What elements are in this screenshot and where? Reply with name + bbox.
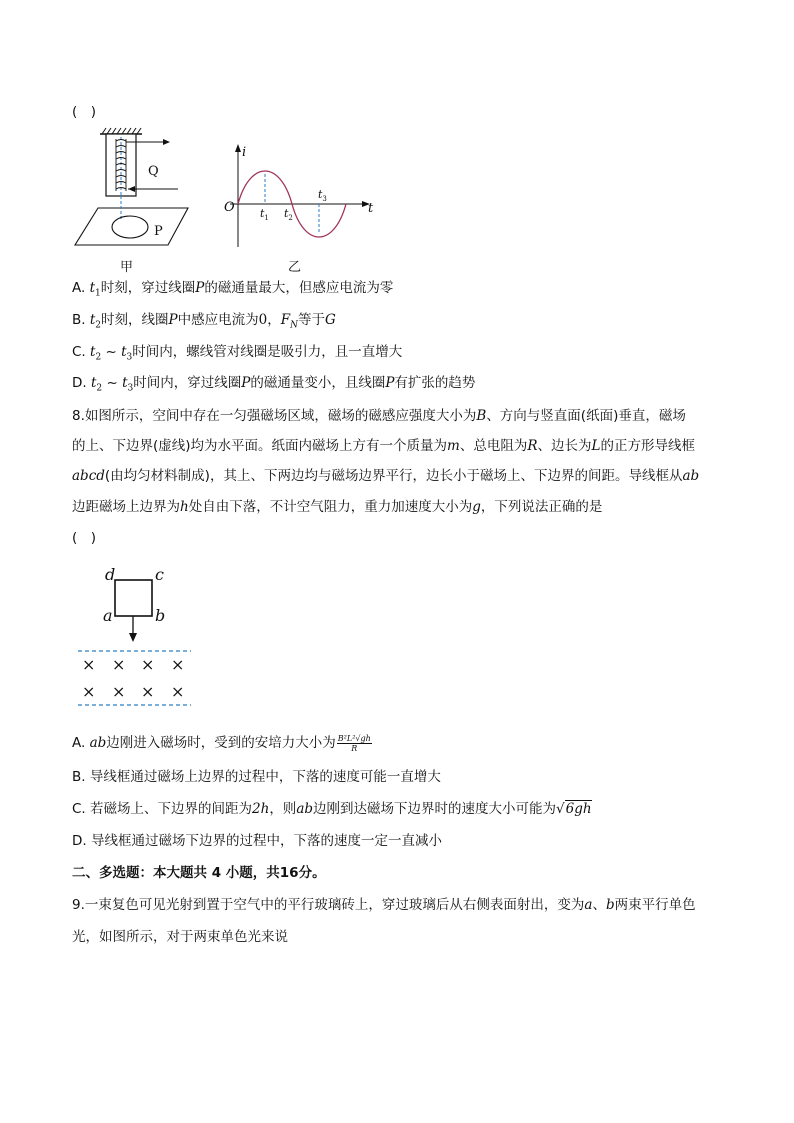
q8-option-c: C. 若磁场上、下边界的间距为2h，则ab边刚到达磁场下边界时的速度大小可能为√6gh <box>72 801 592 817</box>
field-cross: × <box>141 682 155 701</box>
field-cross: × <box>171 682 185 701</box>
figure-yi <box>220 140 385 275</box>
field-cross: × <box>141 655 155 674</box>
q7-paren: ( ) <box>72 104 97 120</box>
q8-paren: ( ) <box>72 530 97 546</box>
t1-label: $t_1$ <box>260 207 269 222</box>
field-cross: × <box>171 655 185 674</box>
q7-option-a: A. $t_1$时刻，穿过线圈P的磁通量最大，但感应电流为零 <box>72 280 394 299</box>
q8-stem-line-2: 的上、下边界(虚线)均为水平面。纸面内磁场上方有一个质量为m、总电阻为R、边长为L的正方形导线框 <box>72 438 695 454</box>
vertex-b: b <box>155 606 166 625</box>
vertex-c: c <box>155 565 164 584</box>
field-cross: × <box>112 682 126 701</box>
q7-option-d: D. $t_2$ ~ $t_3$时间内，穿过线圈P的磁通量变小，且线圈P有扩张的趋势 <box>72 375 476 394</box>
q9-stem-line-2: 光，如图所示，对于两束单色光来说 <box>72 929 288 945</box>
q8-stem-line-4: 边距磁场上边界为h处自由下落，不计空气阻力，重力加速度大小为g，下列说法正确的是 <box>72 499 603 515</box>
q9-stem-line-1: 9.一束复色可见光射到置于空气中的平行玻璃砖上，穿过玻璃后从右侧表面射出，变为a、b两束平行单色 <box>72 897 696 913</box>
section-header-multi-choice: 二、多选题：本大题共 4 小题，共16分。 <box>72 865 326 881</box>
t2-label: $t_2$ <box>284 207 293 222</box>
t3-label: $t_3$ <box>318 188 327 203</box>
q7-option-b: B. $t_2$时刻，线圈P中感应电流为0，$F_N$等于G <box>72 312 336 331</box>
q8-option-d: D. 导线框通过磁场下边界的过程中，下落的速度一定一直减小 <box>72 833 442 849</box>
figure-jia <box>70 125 195 275</box>
vertex-d: d <box>105 565 116 584</box>
q8-option-a: A. ab边刚进入磁场时，受到的安培力大小为 $\frac{\text{B²L²√gh}}{R}$ <box>72 733 371 753</box>
origin-label: O <box>224 200 235 215</box>
q7-option-c: C. $t_2$ ~ $t_3$时间内，螺线管对线圈是吸引力，且一直增大 <box>72 344 403 363</box>
field-cross: × <box>82 682 96 701</box>
label-p: P <box>154 224 163 239</box>
caption-jia: 甲 <box>120 260 134 275</box>
label-q: Q <box>148 164 159 179</box>
q8-figure <box>75 563 195 713</box>
vertex-a: a <box>103 606 113 625</box>
q8-option-b: B. 导线框通过磁场上边界的过程中，下落的速度可能一直增大 <box>72 769 441 785</box>
axis-i-label: i <box>242 145 247 160</box>
q8-stem-line-1: 8.如图所示，空间中存在一匀强磁场区域，磁场的磁感应强度大小为B、方向与竖直面(纸面)垂直，磁场 <box>72 408 686 424</box>
force-fraction: $\frac{\text{B²L²√gh}}{R}$ <box>337 733 371 753</box>
caption-yi: 乙 <box>288 260 302 275</box>
field-cross: × <box>112 655 126 674</box>
axis-t-label: t <box>368 201 374 216</box>
q8-stem-line-3: abcd(由均匀材料制成)，其上、下两边均与磁场边界平行，边长小于磁场上、下边界的间距。导线框从ab <box>72 468 700 484</box>
field-cross: × <box>82 655 96 674</box>
